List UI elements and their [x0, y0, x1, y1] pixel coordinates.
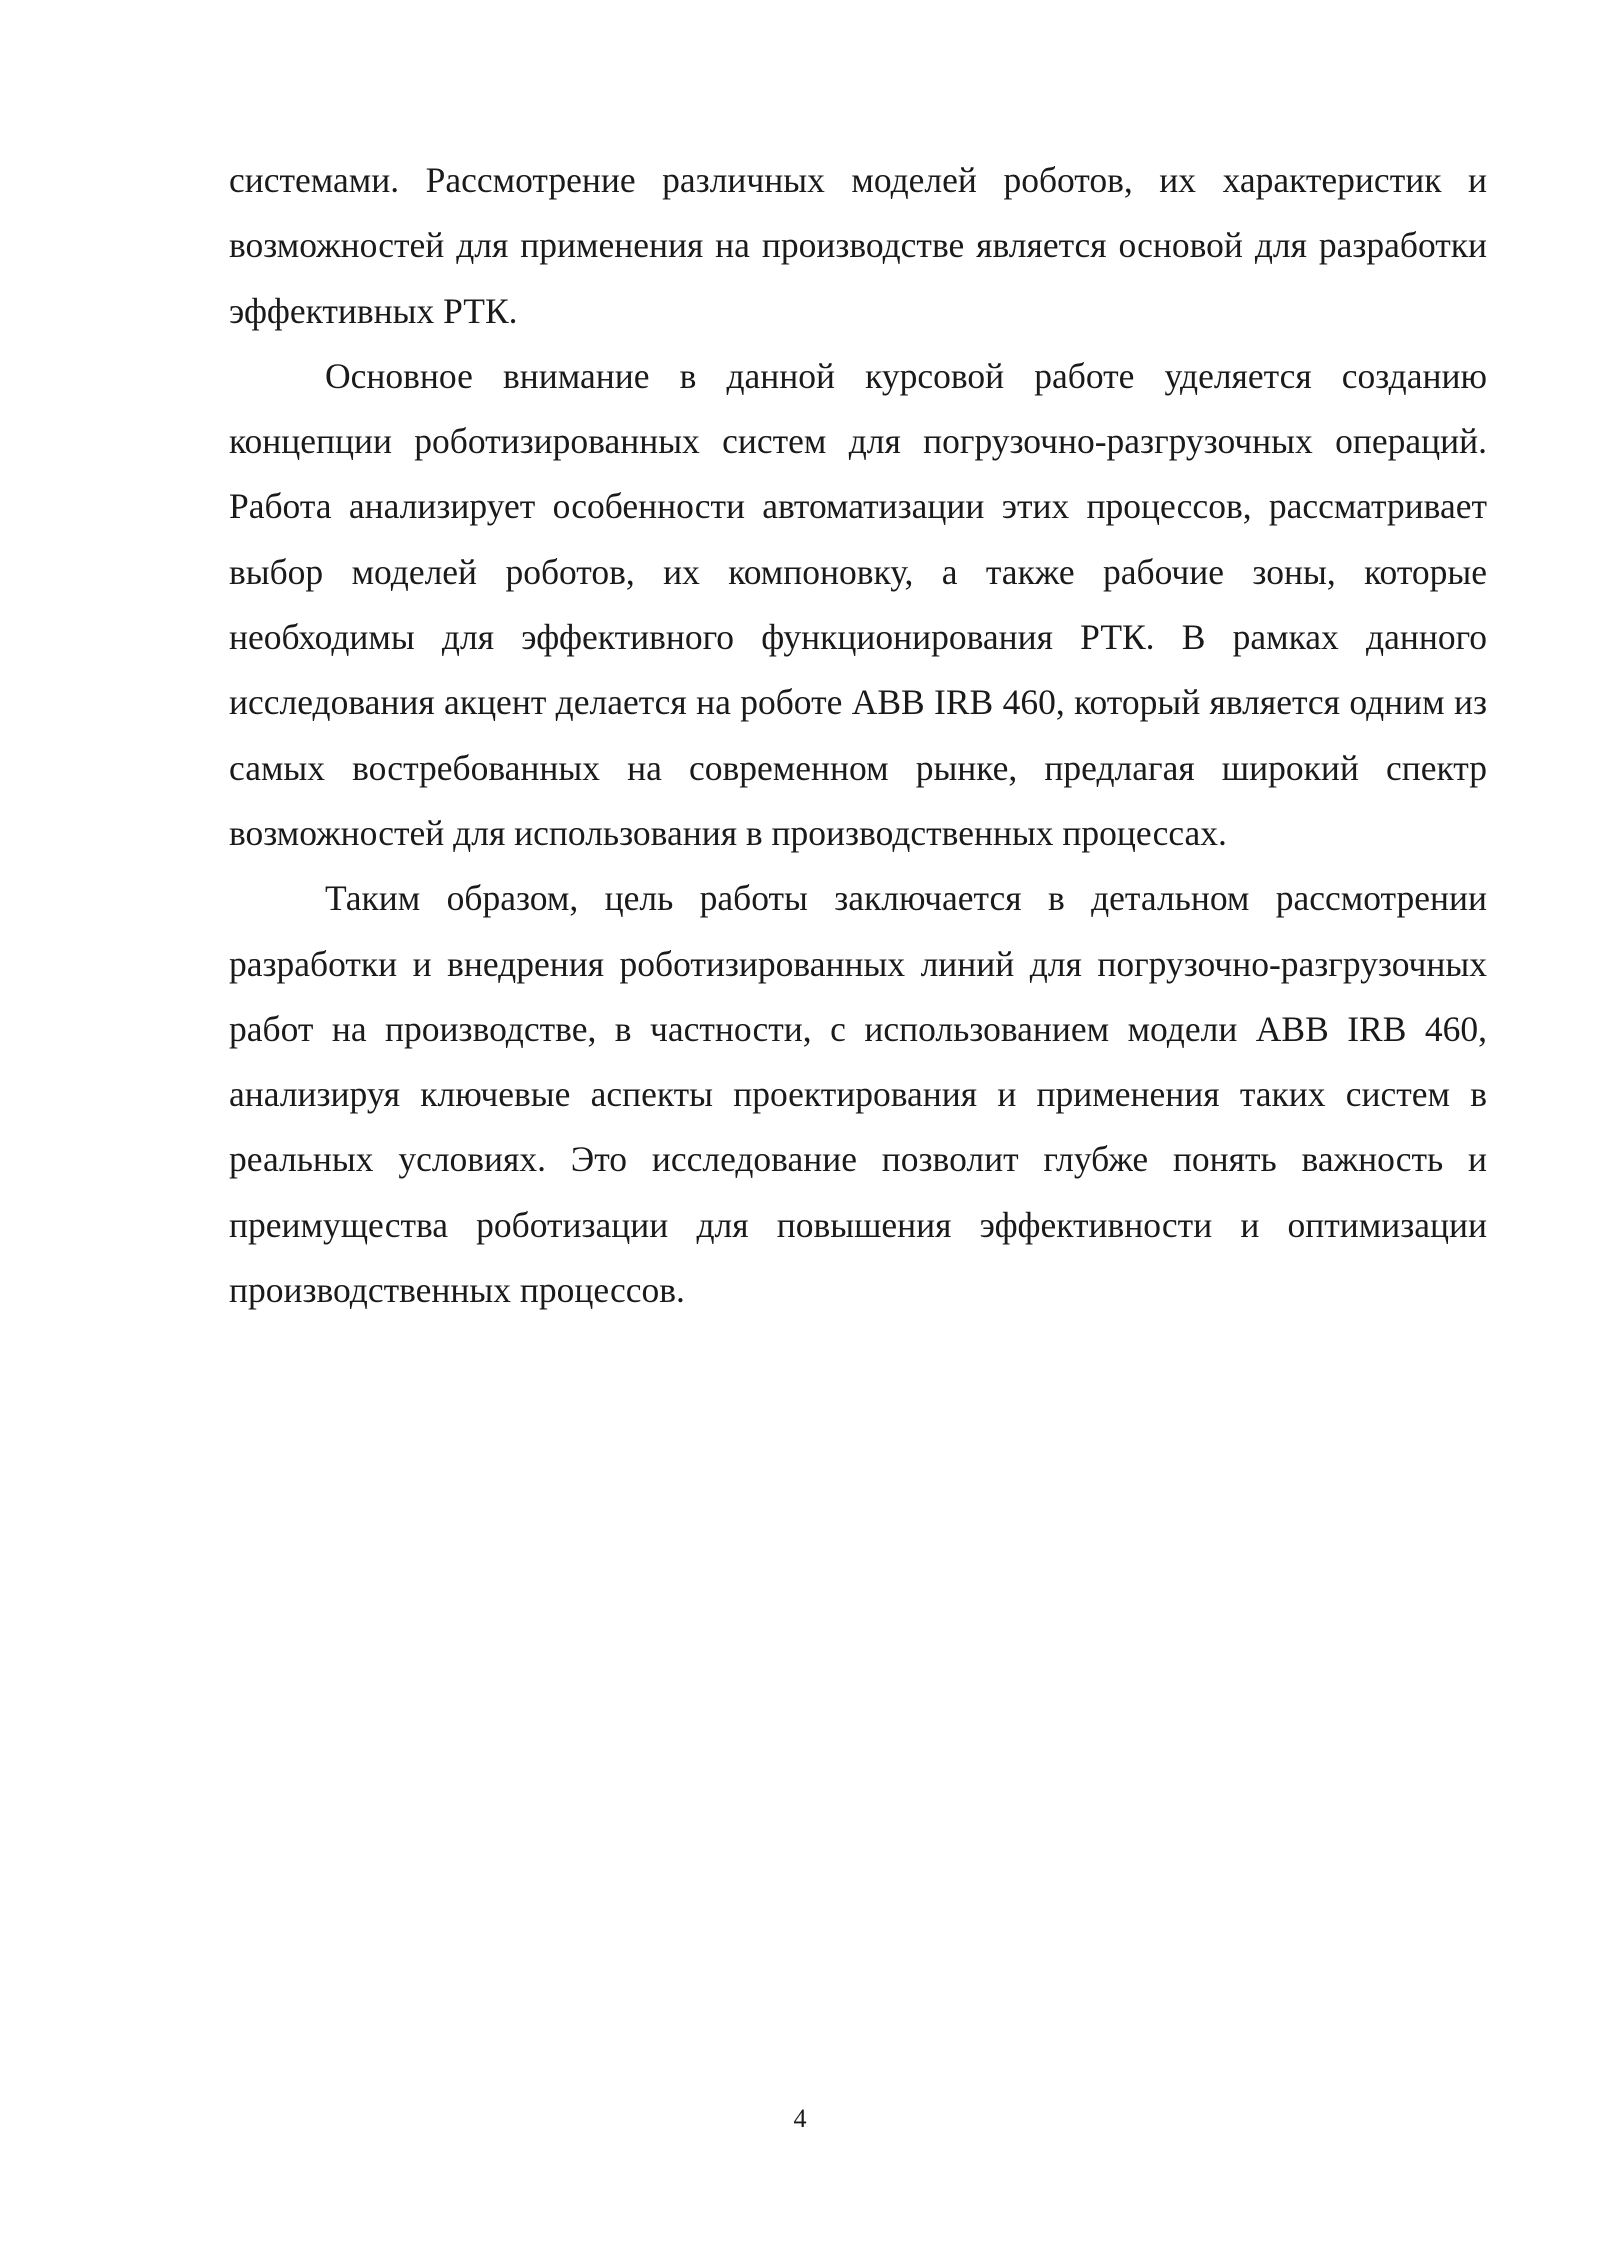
paragraph-continuation: системами. Рассмотрение различных моделей роботов, их характеристик и возможностей для применения на производстве является основой для разработки эффективных РТК. [229, 160, 1487, 331]
page-number: 4 [793, 2104, 807, 2133]
paragraph-main-focus: Основное внимание в данной курсовой работе уделяется созданию концепции роботизированных систем для погрузочно-разгрузочных операций. Работа анализирует особенности автоматизации этих процессов, рассматривает выбор моделей роботов, их компоновку, а также рабочие зоны, которые необходимы для эффективного функционирования РТК. В рамках данного исследования акцент делается на роботе ABB IRB 460, который является одним из самых востребованных на современном рынке, предлагая широкий спектр возможностей для использования в производственных процессах. [229, 355, 1487, 853]
body-text [229, 148, 1487, 1323]
paragraph-goal: Таким образом, цель работы заключается в детальном рассмотрении разработки и внедрения роботизированных линий для погрузочно-разгрузочных работ на производстве, в частности, с использованием модели ABB IRB 460, анализируя ключевые аспекты проектирования и применения таких систем в реальных условиях. Это исследование позволит глубже понять важность и преимущества роботизации для повышения эффективности и оптимизации производственных процессов. [229, 878, 1487, 1311]
